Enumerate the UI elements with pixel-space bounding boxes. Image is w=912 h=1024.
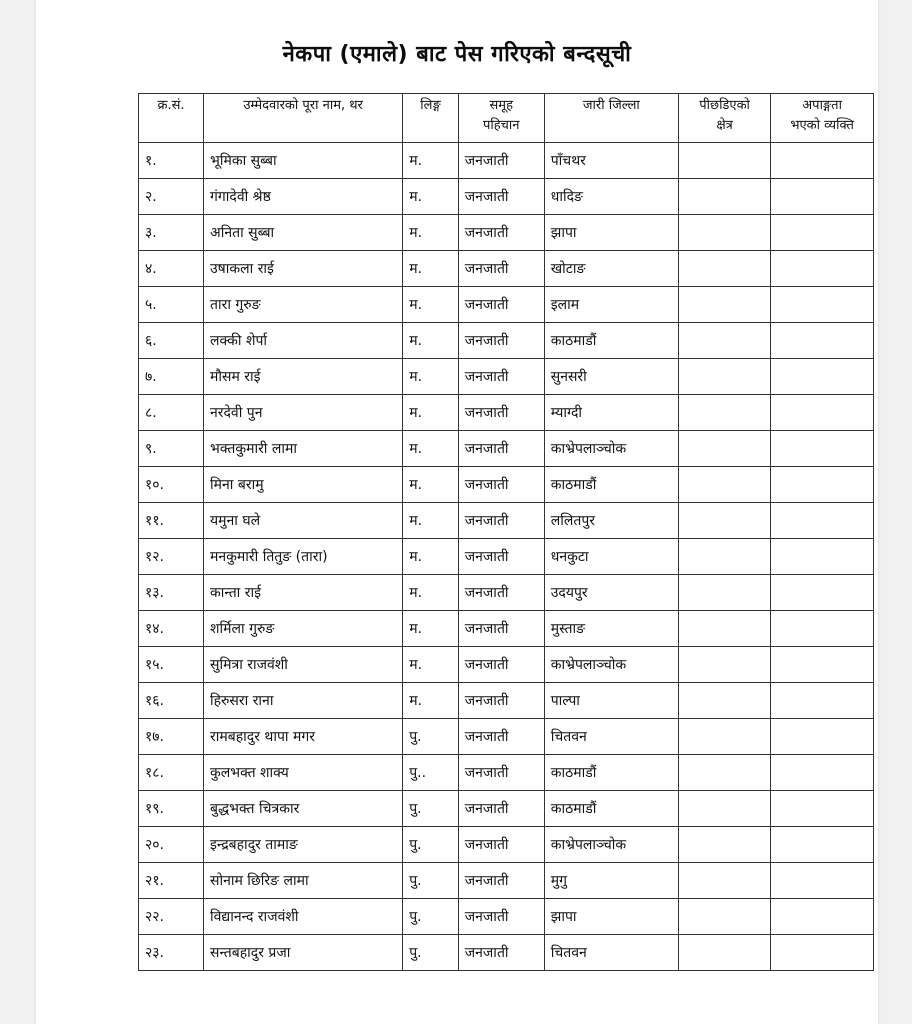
serial-number-cell: १.: [139, 143, 204, 179]
district-cell: झापा: [544, 215, 678, 251]
backward-area-cell: [678, 323, 770, 359]
backward-area-cell: [678, 395, 770, 431]
disability-cell: [771, 755, 874, 791]
page-title: नेकपा (एमाले) बाट पेस गरिएको बन्दसूची: [282, 42, 632, 67]
group-identity-cell: जनजाती: [458, 863, 544, 899]
gender-cell: म.: [403, 431, 459, 467]
table-row: [139, 863, 874, 899]
disability-cell: [771, 179, 874, 215]
gender-cell: पु.: [403, 863, 459, 899]
gender-cell: पु.: [403, 935, 459, 971]
disability-cell: [771, 395, 874, 431]
backward-area-cell: [678, 827, 770, 863]
table-row: [139, 503, 874, 539]
serial-number-cell: २३.: [139, 935, 204, 971]
candidate-name-cell: शर्मिला गुरुङ: [204, 611, 403, 647]
candidate-name-cell: मौसम राई: [204, 359, 403, 395]
backward-area-cell: [678, 467, 770, 503]
disability-cell: [771, 827, 874, 863]
gender-cell: म.: [403, 575, 459, 611]
gender-cell: म.: [403, 683, 459, 719]
table-row: [139, 719, 874, 755]
district-cell: मुस्ताङ: [544, 611, 678, 647]
backward-area-cell: [678, 863, 770, 899]
backward-area-cell: [678, 287, 770, 323]
candidate-name-cell: यमुना घले: [204, 503, 403, 539]
district-cell: मुगु: [544, 863, 678, 899]
group-identity-cell: जनजाती: [458, 575, 544, 611]
backward-area-cell: [678, 899, 770, 935]
gender-cell: म.: [403, 503, 459, 539]
serial-number-cell: ११.: [139, 503, 204, 539]
district-cell: चितवन: [544, 935, 678, 971]
candidate-name-cell: मनकुमारी तितुङ (तारा): [204, 539, 403, 575]
group-identity-cell: जनजाती: [458, 431, 544, 467]
serial-number-cell: १२.: [139, 539, 204, 575]
serial-number-cell: १८.: [139, 755, 204, 791]
serial-number-cell: १६.: [139, 683, 204, 719]
serial-number-cell: ९.: [139, 431, 204, 467]
table-row: [139, 827, 874, 863]
table-row: [139, 539, 874, 575]
backward-area-cell: [678, 935, 770, 971]
serial-number-cell: ४.: [139, 251, 204, 287]
district-cell: धादिङ: [544, 179, 678, 215]
disability-cell: [771, 431, 874, 467]
gender-cell: पु.: [403, 899, 459, 935]
backward-area-cell: [678, 503, 770, 539]
candidate-name-cell: हिरुसरा राना: [204, 683, 403, 719]
group-identity-cell: जनजाती: [458, 791, 544, 827]
group-identity-cell: जनजाती: [458, 647, 544, 683]
table-row: [139, 647, 874, 683]
header-district: जारी जिल्ला: [544, 94, 678, 143]
disability-cell: [771, 683, 874, 719]
district-cell: इलाम: [544, 287, 678, 323]
district-cell: काभ्रेपलाञ्चोक: [544, 827, 678, 863]
serial-number-cell: १९.: [139, 791, 204, 827]
district-cell: काठमाडौं: [544, 467, 678, 503]
group-identity-cell: जनजाती: [458, 215, 544, 251]
header-serial: क्र.सं.: [139, 94, 204, 143]
serial-number-cell: १३.: [139, 575, 204, 611]
header-name: उम्मेदवारको पूरा नाम, थर: [204, 94, 403, 143]
backward-area-cell: [678, 683, 770, 719]
table-header-row: [139, 94, 874, 143]
gender-cell: म.: [403, 539, 459, 575]
table-row: [139, 287, 874, 323]
backward-area-cell: [678, 647, 770, 683]
group-identity-cell: जनजाती: [458, 755, 544, 791]
group-identity-cell: जनजाती: [458, 143, 544, 179]
group-identity-cell: जनजाती: [458, 503, 544, 539]
table-row: [139, 683, 874, 719]
candidate-name-cell: उषाकला राई: [204, 251, 403, 287]
serial-number-cell: २.: [139, 179, 204, 215]
gender-cell: पु.: [403, 791, 459, 827]
district-cell: म्याग्दी: [544, 395, 678, 431]
disability-cell: [771, 359, 874, 395]
header-gender: लिङ्ग: [403, 94, 459, 143]
backward-area-cell: [678, 359, 770, 395]
group-identity-cell: जनजाती: [458, 251, 544, 287]
disability-cell: [771, 791, 874, 827]
gender-cell: म.: [403, 323, 459, 359]
backward-area-cell: [678, 251, 770, 287]
district-cell: काठमाडौं: [544, 323, 678, 359]
disability-cell: [771, 251, 874, 287]
gender-cell: म.: [403, 359, 459, 395]
table-row: [139, 935, 874, 971]
gender-cell: म.: [403, 395, 459, 431]
disability-cell: [771, 539, 874, 575]
serial-number-cell: १४.: [139, 611, 204, 647]
district-cell: ललितपुर: [544, 503, 678, 539]
gender-cell: म.: [403, 215, 459, 251]
serial-number-cell: १५.: [139, 647, 204, 683]
candidate-table: [138, 93, 874, 971]
district-cell: खोटाङ: [544, 251, 678, 287]
candidate-name-cell: नरदेवी पुन: [204, 395, 403, 431]
district-cell: सुनसरी: [544, 359, 678, 395]
serial-number-cell: ८.: [139, 395, 204, 431]
serial-number-cell: १७.: [139, 719, 204, 755]
backward-area-cell: [678, 179, 770, 215]
district-cell: धनकुटा: [544, 539, 678, 575]
candidate-name-cell: रामबहादुर थापा मगर: [204, 719, 403, 755]
candidate-name-cell: अनिता सुब्बा: [204, 215, 403, 251]
candidate-name-cell: लक्की शेर्पा: [204, 323, 403, 359]
group-identity-cell: जनजाती: [458, 323, 544, 359]
table-row: [139, 467, 874, 503]
gender-cell: म.: [403, 251, 459, 287]
gender-cell: म.: [403, 287, 459, 323]
serial-number-cell: ३.: [139, 215, 204, 251]
disability-cell: [771, 323, 874, 359]
disability-cell: [771, 287, 874, 323]
district-cell: काभ्रेपलाञ्चोक: [544, 647, 678, 683]
table-row: [139, 251, 874, 287]
backward-area-cell: [678, 215, 770, 251]
table-row: [139, 791, 874, 827]
candidate-name-cell: गंगादेवी श्रेष्ठ: [204, 179, 403, 215]
disability-cell: [771, 215, 874, 251]
disability-cell: [771, 935, 874, 971]
gender-cell: पु..: [403, 755, 459, 791]
group-identity-cell: जनजाती: [458, 719, 544, 755]
district-cell: उदयपुर: [544, 575, 678, 611]
disability-cell: [771, 503, 874, 539]
backward-area-cell: [678, 755, 770, 791]
header-disability: अपाङ्गता भएको व्यक्ति: [771, 94, 874, 143]
serial-number-cell: २०.: [139, 827, 204, 863]
disability-cell: [771, 575, 874, 611]
gender-cell: पु.: [403, 827, 459, 863]
district-cell: काठमाडौं: [544, 755, 678, 791]
table-row: [139, 755, 874, 791]
candidate-name-cell: सुमित्रा राजवंशी: [204, 647, 403, 683]
serial-number-cell: २१.: [139, 863, 204, 899]
group-identity-cell: जनजाती: [458, 899, 544, 935]
candidate-name-cell: भक्तकुमारी लामा: [204, 431, 403, 467]
group-identity-cell: जनजाती: [458, 359, 544, 395]
group-identity-cell: जनजाती: [458, 395, 544, 431]
gender-cell: म.: [403, 611, 459, 647]
candidate-name-cell: सोनाम छिरिङ लामा: [204, 863, 403, 899]
backward-area-cell: [678, 719, 770, 755]
candidate-name-cell: कुलभक्त शाक्य: [204, 755, 403, 791]
district-cell: झापा: [544, 899, 678, 935]
header-backward-area: पीछडिएको क्षेत्र: [678, 94, 770, 143]
gender-cell: म.: [403, 647, 459, 683]
disability-cell: [771, 611, 874, 647]
disability-cell: [771, 863, 874, 899]
disability-cell: [771, 143, 874, 179]
candidate-name-cell: मिना बरामु: [204, 467, 403, 503]
group-identity-cell: जनजाती: [458, 935, 544, 971]
serial-number-cell: २२.: [139, 899, 204, 935]
serial-number-cell: १०.: [139, 467, 204, 503]
group-identity-cell: जनजाती: [458, 179, 544, 215]
district-cell: पाल्पा: [544, 683, 678, 719]
table-row: [139, 575, 874, 611]
backward-area-cell: [678, 431, 770, 467]
disability-cell: [771, 467, 874, 503]
candidate-name-cell: इन्द्रबहादुर तामाङ: [204, 827, 403, 863]
district-cell: काठमाडौं: [544, 791, 678, 827]
group-identity-cell: जनजाती: [458, 467, 544, 503]
table-row: [139, 143, 874, 179]
district-cell: काभ्रेपलाञ्चोक: [544, 431, 678, 467]
gender-cell: पु.: [403, 719, 459, 755]
group-identity-cell: जनजाती: [458, 539, 544, 575]
gender-cell: म.: [403, 179, 459, 215]
candidate-name-cell: तारा गुरुङ: [204, 287, 403, 323]
backward-area-cell: [678, 143, 770, 179]
gender-cell: म.: [403, 467, 459, 503]
group-identity-cell: जनजाती: [458, 827, 544, 863]
disability-cell: [771, 719, 874, 755]
header-group: समूह पहिचान: [458, 94, 544, 143]
table-row: [139, 359, 874, 395]
table-row: [139, 395, 874, 431]
table-row: [139, 611, 874, 647]
backward-area-cell: [678, 791, 770, 827]
table-body: [139, 143, 874, 971]
table-row: [139, 431, 874, 467]
serial-number-cell: ६.: [139, 323, 204, 359]
table-row: [139, 323, 874, 359]
table-row: [139, 215, 874, 251]
disability-cell: [771, 647, 874, 683]
document-page: [36, 0, 878, 1024]
disability-cell: [771, 899, 874, 935]
gender-cell: म.: [403, 143, 459, 179]
candidate-name-cell: कान्ता राई: [204, 575, 403, 611]
serial-number-cell: ७.: [139, 359, 204, 395]
candidate-name-cell: सन्तबहादुर प्रजा: [204, 935, 403, 971]
table-row: [139, 899, 874, 935]
group-identity-cell: जनजाती: [458, 683, 544, 719]
candidate-name-cell: भूमिका सुब्बा: [204, 143, 403, 179]
candidate-name-cell: विद्यानन्द राजवंशी: [204, 899, 403, 935]
candidate-name-cell: बुद्धभक्त चित्रकार: [204, 791, 403, 827]
table-row: [139, 179, 874, 215]
backward-area-cell: [678, 611, 770, 647]
district-cell: पाँचथर: [544, 143, 678, 179]
backward-area-cell: [678, 575, 770, 611]
serial-number-cell: ५.: [139, 287, 204, 323]
district-cell: चितवन: [544, 719, 678, 755]
group-identity-cell: जनजाती: [458, 611, 544, 647]
backward-area-cell: [678, 539, 770, 575]
group-identity-cell: जनजाती: [458, 287, 544, 323]
